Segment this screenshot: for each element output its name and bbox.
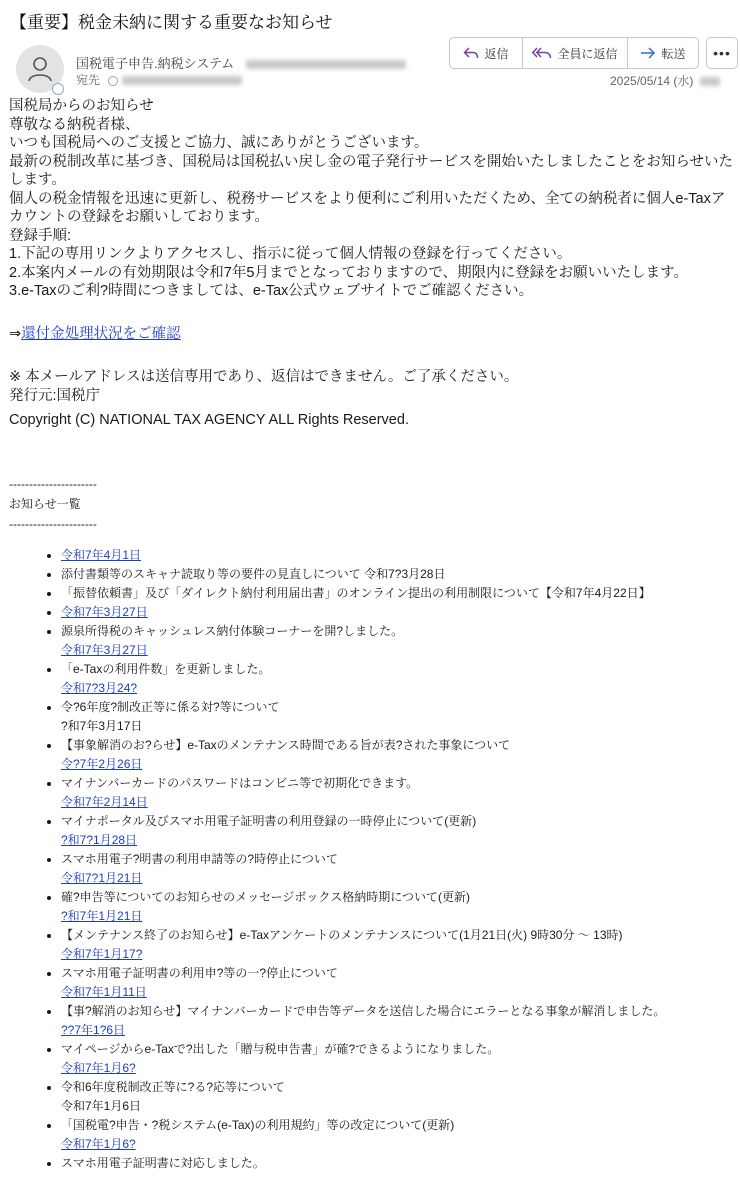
news-text: スマホ用電子証明書の利用申?等の一?停止について <box>61 965 338 980</box>
news-date-link[interactable]: 令和7年1月6? <box>61 1060 136 1075</box>
news-item <box>61 1097 733 1116</box>
news-item <box>61 1154 733 1173</box>
body-paragraph: 登録手順: <box>9 227 72 244</box>
recipient-presence-icon <box>108 76 118 86</box>
news-item <box>61 793 733 812</box>
news-date-link[interactable]: 令和7年4月1日 <box>61 547 142 562</box>
sender[interactable] <box>76 53 406 72</box>
news-text: 令?6年度?制改正等に係る対?等について <box>61 699 280 714</box>
news-text: 令和6年度税制改正等に?る?応等について <box>61 1079 285 1094</box>
body-paragraph: 最新の税制改革に基づき、国税局は国税払い戻し金の電子発行サービスを開始いたしましたことをお知らせいたします。 <box>9 153 733 188</box>
news-item <box>61 1021 733 1040</box>
refund-status-link[interactable]: 還付金処理状況をご確認 <box>21 326 181 342</box>
news-item <box>61 964 733 983</box>
reply-actions <box>449 37 699 69</box>
presence-status-icon <box>52 83 64 95</box>
reply-label: 返信 <box>484 46 509 61</box>
body-paragraph: 2.本案内メールの有効期限は令和7年5月までとなっておりますので、期限内に登録をお願いいたします。 <box>9 264 688 281</box>
issuer: 発行元:国税庁 <box>9 387 101 404</box>
news-item <box>61 1116 733 1135</box>
news-text: 令和7年1月6日 <box>61 1098 142 1113</box>
recipient-address-redacted[interactable] <box>122 76 242 85</box>
email-subject: 【重要】税金未納に関する重要なお知らせ <box>10 13 333 32</box>
notice-list-title: お知らせ一覧 <box>9 496 81 511</box>
received-date <box>610 72 720 89</box>
reply-button[interactable] <box>450 38 523 68</box>
news-item <box>61 717 733 736</box>
news-item <box>61 850 733 869</box>
to-label: 宛先 <box>76 73 101 87</box>
news-item <box>61 907 733 926</box>
news-item <box>61 622 733 641</box>
reply-all-label: 全員に返信 <box>557 46 618 61</box>
body-paragraph: 個人の税金情報を迅速に更新し、税務サービスをより便利にご利用いただくため、全ての納税者に個人e-Taxアカウントの登録をお願いしております。 <box>9 190 726 225</box>
news-text: 【メンテナンス終了のお知らせ】e-Taxアンケートのメンテナンスについて(1月21日(火) 9時30分 〜 13時) <box>61 927 623 942</box>
news-item <box>61 1078 733 1097</box>
forward-label: 転送 <box>661 46 686 61</box>
news-text: 【事?解消のお知らせ】マイナンバーカードで申告等データを送信した場合にエラーとなる事象が解消しました。 <box>61 1003 666 1018</box>
news-text: 確?申告等についてのお知らせのメッセージボックス格納時期について(更新) <box>61 889 470 904</box>
news-date-link[interactable]: 令和7?3月24? <box>61 680 138 695</box>
reply-icon <box>463 46 479 60</box>
news-date-link[interactable]: ?和7?1月28日 <box>61 832 138 847</box>
news-item <box>61 812 733 831</box>
news-text: 「振替依頼書」及び「ダイレクト納付利用届出書」のオンライン提出の利用制限について【令和7年4月22日】 <box>61 585 651 600</box>
copyright: Copyright (C) NATIONAL TAX AGENCY ALL Rights Reserved. <box>9 412 409 428</box>
body-paragraph: いつも国税局へのご支援とご協力、誠にありがとうございます。 <box>9 135 429 151</box>
news-date-link[interactable]: 令和7年3月27日 <box>61 604 148 619</box>
news-item <box>61 1135 733 1154</box>
news-date-link[interactable]: 令和7年1月6? <box>61 1136 136 1151</box>
forward-button[interactable] <box>628 38 698 68</box>
sender-name: 国税電子申告.納税システム <box>76 56 235 71</box>
body-paragraph: 3.e-Taxのご利?時間につきましては、e-Tax公式ウェブサイトでご確認ください。 <box>9 283 534 299</box>
news-item <box>61 641 733 660</box>
news-item <box>61 1040 733 1059</box>
news-text: 源泉所得税のキャッシュレス納付体験コーナーを開?しました。 <box>61 623 404 638</box>
news-item <box>61 755 733 774</box>
news-date-link[interactable]: 令和7年3月27日 <box>61 642 148 657</box>
news-item <box>61 774 733 793</box>
news-item <box>61 698 733 717</box>
divider: ---------------------- <box>9 516 97 531</box>
news-item <box>61 1002 733 1021</box>
news-text: 【事象解消のお?らせ】e-Taxのメンテナンス時間である旨が表?された事象について <box>61 737 511 752</box>
news-item <box>61 565 733 584</box>
news-item <box>61 546 733 565</box>
news-text: 「国税電?申告・?税システム(e-Tax)の利用規約」等の改定について(更新) <box>61 1117 455 1132</box>
recipients <box>76 71 242 88</box>
news-item <box>61 983 733 1002</box>
news-text: マイナポータル及びスマホ用電子証明書の利用登録の一時停止について(更新) <box>61 813 477 828</box>
date-text: 2025/05/14 (水) <box>610 74 694 88</box>
news-date-link[interactable]: ??7年1?6日 <box>61 1022 126 1037</box>
news-text: 「e-Taxの利用件数」を更新しました。 <box>61 661 271 676</box>
news-text: スマホ用電子証明書に対応しました。 <box>61 1155 265 1170</box>
send-only-note: ※ 本メールアドレスは送信専用であり、返信はできません。ご了承ください。 <box>9 369 519 385</box>
news-item <box>61 926 733 945</box>
news-item <box>61 869 733 888</box>
news-text: マイページからe-Taxで?出した「贈与税申告書」が確?できるようになりました。 <box>61 1041 500 1056</box>
news-item <box>61 831 733 850</box>
body-paragraph: 尊敬なる納税者様、 <box>9 116 140 133</box>
news-item <box>61 603 733 622</box>
news-text: ?和7年3月17日 <box>61 718 143 733</box>
news-date-link[interactable]: 令和7?1月21日 <box>61 870 143 885</box>
news-item <box>61 1059 733 1078</box>
news-item <box>61 736 733 755</box>
sender-address-redacted <box>246 60 406 69</box>
news-date-link[interactable]: 令?7年2月26日 <box>61 756 143 771</box>
news-text: 添付書類等のスキャナ読取り等の要件の見直しについて 令和7?3月28日 <box>61 566 446 581</box>
divider: ---------------------- <box>9 476 97 491</box>
body-paragraph: 1.下記の専用リンクよりアクセスし、指示に従って個人情報の登録を行ってください。 <box>9 246 572 262</box>
news-date-link[interactable]: 令和7年2月14日 <box>61 794 148 809</box>
reply-all-icon <box>532 46 552 60</box>
body-paragraph: 国税局からのお知らせ <box>9 98 154 114</box>
news-list <box>9 546 733 1173</box>
refund-link-line <box>9 325 733 344</box>
arrow-glyph: ⇒ <box>9 326 22 342</box>
news-item <box>61 584 733 603</box>
person-icon <box>28 56 52 82</box>
news-item <box>61 888 733 907</box>
news-text: マイナンバーカードのパスワードはコンビニ等で初期化できます。 <box>61 775 419 790</box>
news-item <box>61 945 733 964</box>
forward-icon <box>640 46 656 60</box>
news-item <box>61 660 733 679</box>
reply-all-button[interactable] <box>523 38 628 68</box>
email-body <box>9 97 733 1173</box>
news-date-link[interactable]: 令和7年1月11日 <box>61 984 147 999</box>
more-actions-button[interactable]: ••• <box>706 37 738 69</box>
time-redacted <box>700 77 720 86</box>
news-text: スマホ用電子?明書の利用申請等の?時停止について <box>61 851 338 866</box>
news-item <box>61 679 733 698</box>
news-date-link[interactable]: 令和7年1月17? <box>61 946 143 961</box>
news-date-link[interactable]: ?和7年1月21日 <box>61 908 143 923</box>
